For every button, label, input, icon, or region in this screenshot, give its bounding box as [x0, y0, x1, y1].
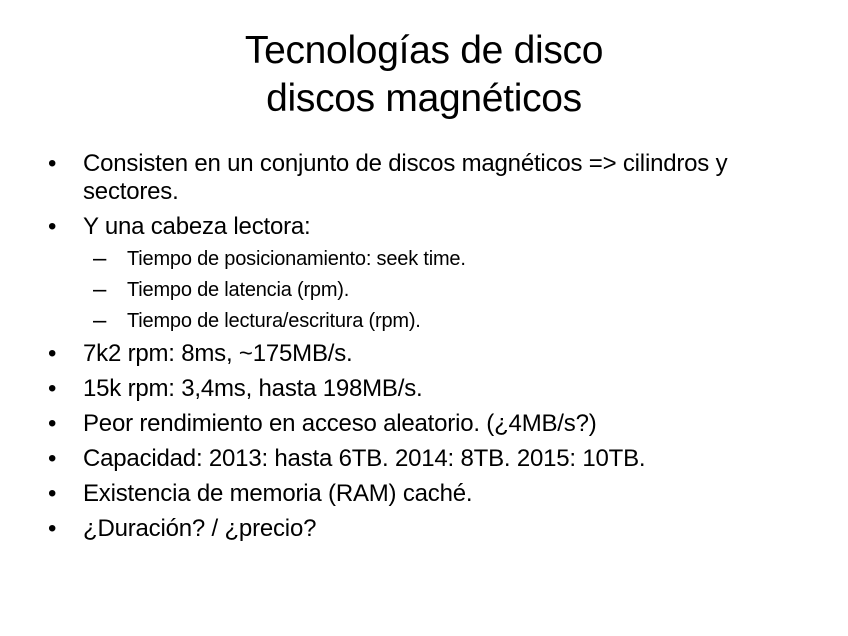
bullet-text: 15k rpm: 3,4ms, hasta 198MB/s.: [83, 375, 423, 402]
sub-bullet-marker: –: [93, 245, 107, 272]
sub-bullet-text: Tiempo de lectura/escritura (rpm).: [127, 310, 421, 332]
bullet-text: Existencia de memoria (RAM) caché.: [83, 480, 473, 507]
slide-title: [0, 27, 848, 123]
bullet-text: Capacidad: 2013: hasta 6TB. 2014: 8TB. 2015: 10TB.: [83, 445, 646, 472]
sub-bullet-marker: –: [93, 276, 107, 303]
bullet-marker: •: [48, 213, 57, 240]
bullet-marker: •: [48, 445, 57, 472]
bullet-text: Consisten en un conjunto de discos magnéticos => cilindros y sectores.: [83, 150, 728, 205]
title-line-2: discos magnéticos: [266, 77, 582, 120]
sub-bullet-text: Tiempo de latencia (rpm).: [127, 279, 350, 301]
sub-bullet-item: [89, 278, 808, 302]
bullet-item: [48, 150, 808, 206]
bullet-text: 7k2 rpm: 8ms, ~175MB/s.: [83, 340, 353, 367]
sub-bullet-text: Tiempo de posicionamiento: seek time.: [127, 248, 466, 270]
bullet-list: [48, 150, 808, 550]
bullet-item: [48, 480, 808, 508]
bullet-item: [48, 410, 808, 438]
bullet-item: [48, 515, 808, 543]
bullet-item: [48, 340, 808, 368]
sub-bullet-marker: –: [93, 307, 107, 334]
bullet-text: ¿Duración? / ¿precio?: [83, 515, 317, 542]
bullet-item: [48, 213, 808, 333]
bullet-item: [48, 375, 808, 403]
bullet-marker: •: [48, 480, 57, 507]
title-line-1: Tecnologías de disco: [244, 29, 604, 72]
sub-bullet-list: [83, 247, 808, 333]
sub-bullet-item: [89, 247, 808, 271]
bullet-marker: •: [48, 375, 57, 402]
bullet-marker: •: [48, 515, 57, 542]
bullet-marker: •: [48, 150, 57, 177]
bullet-item: [48, 445, 808, 473]
bullet-marker: •: [48, 410, 57, 437]
bullet-marker: •: [48, 340, 57, 367]
bullet-text: Peor rendimiento en acceso aleatorio. (¿4MB/s?): [83, 410, 597, 437]
bullet-text: Y una cabeza lectora:: [83, 213, 311, 240]
sub-bullet-item: [89, 309, 808, 333]
